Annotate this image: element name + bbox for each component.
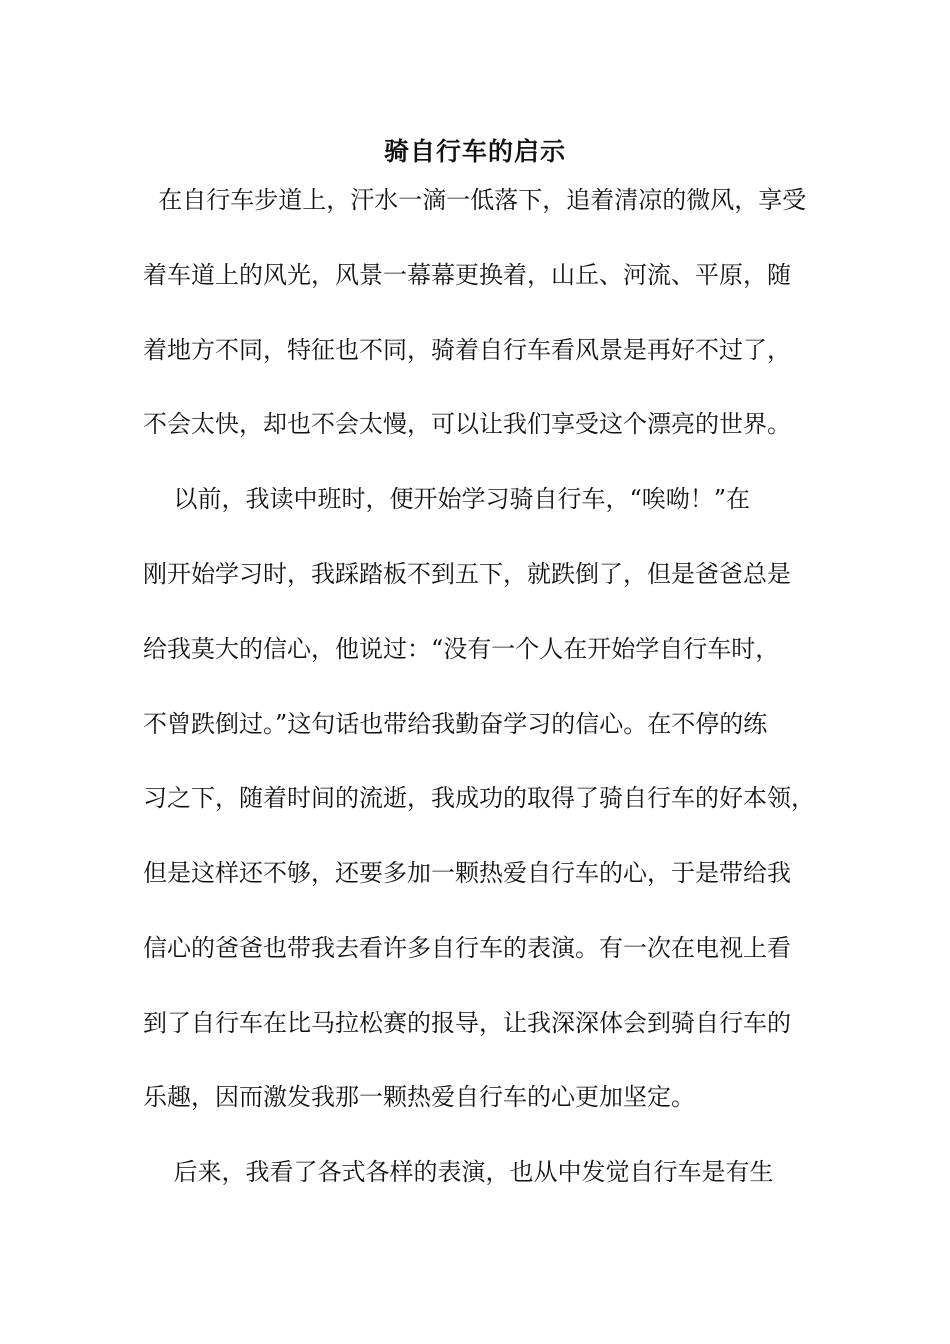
body-line: 着地方不同，特征也不同，骑着自行车看风景是再好不过了，: [143, 336, 791, 364]
body-line: 习之下，随着时间的流逝，我成功的取得了骑自行车的好本领，: [143, 784, 815, 812]
body-line: 后来，我看了各式各样的表演，也从中发觉自行车是有生: [143, 1158, 774, 1186]
body-line: 给我莫大的信心，他说过：“没有一个人在开始学自行车时，: [143, 635, 780, 663]
body-line: 刚开始学习时，我踩踏板不到五下，就跌倒了，但是爸爸总是: [143, 560, 791, 588]
body-line: 在自行车步道上，汗水一滴一低落下，追着清凉的微风，享受: [143, 186, 807, 214]
body-line: 着车道上的风光，风景一幕幕更换着，山丘、河流、平原，随: [143, 261, 791, 289]
document-title: 骑自行车的启示: [383, 137, 566, 166]
body-line: 信心的爸爸也带我去看许多自行车的表演。有一次在电视上看: [143, 934, 791, 962]
body-line: 不曾跌倒过。”这句话也带给我勤奋学习的信心。在不停的练: [143, 710, 768, 738]
body-line: 到了自行车在比马拉松赛的报导，让我深深体会到骑自行车的: [143, 1009, 791, 1037]
body-line: 乐趣，因而激发我那一颗热爱自行车的心更加坚定。: [143, 1083, 695, 1111]
body-line: 不会太快，却也不会太慢，可以让我们享受这个漂亮的世界。: [143, 410, 791, 438]
body-line: 但是这样还不够，还要多加一颗热爱自行车的心，于是带给我: [143, 859, 791, 887]
body-line: 以前，我读中班时，便开始学习骑自行车，“唉呦！”在: [143, 485, 751, 513]
